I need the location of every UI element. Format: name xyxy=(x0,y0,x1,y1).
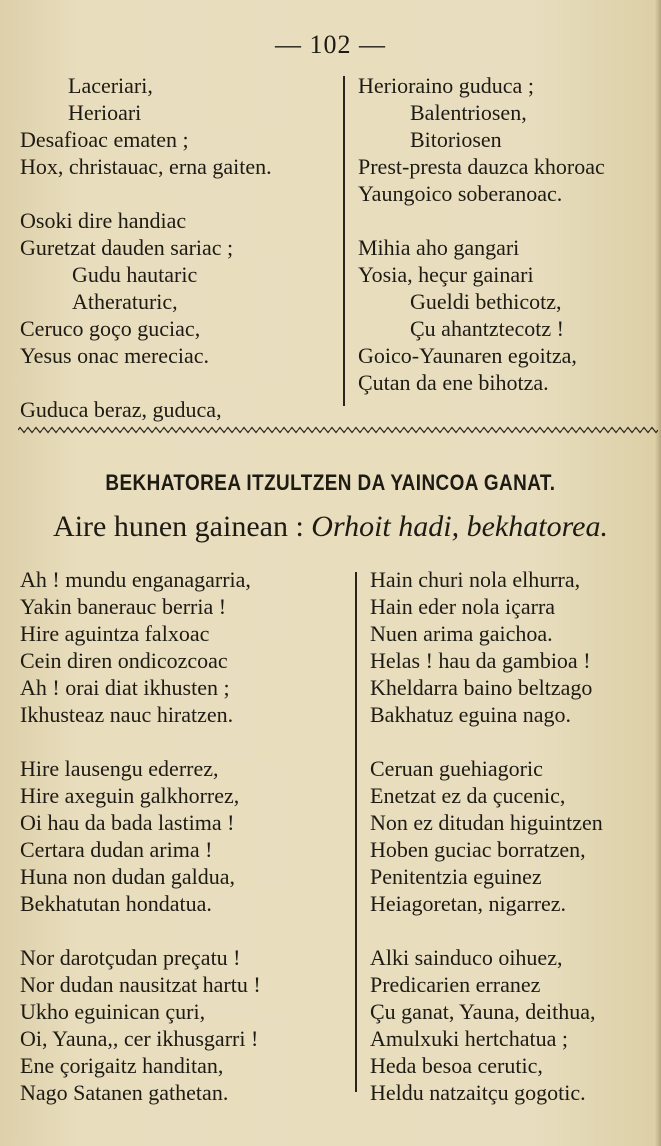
bottom-left-column xyxy=(20,566,340,1106)
verse-line: Goico-Yaunaren egoitza, xyxy=(358,343,577,368)
verse-line: Ene çorigaitz handitan, xyxy=(20,1053,224,1078)
verse-line: Enetzat ez da çucenic, xyxy=(370,783,566,808)
verse-line: Penitentzia eguinez xyxy=(370,864,542,889)
subtitle-prefix: Aire hunen gainean : xyxy=(53,510,304,543)
verse-line: Amulxuki hertchatua ; xyxy=(370,1026,568,1051)
verse-line: Bakhatuz eguina nago. xyxy=(370,702,571,727)
verse-line: Çutan da ene bihotza. xyxy=(358,370,549,395)
stanza xyxy=(370,944,660,1106)
verse-line: Yosia, heçur gainari xyxy=(358,262,534,287)
verse-line: Ah ! mundu enganagarria, xyxy=(20,567,251,592)
column-divider xyxy=(343,76,345,406)
subtitle-tune-name: Orhoit hadi, bekhatorea. xyxy=(311,510,608,543)
verse-line: Oi hau da bada lastima ! xyxy=(20,810,235,835)
verse-line: Hain churi nola elhurra, xyxy=(370,567,581,592)
verse-line: Herioari xyxy=(68,100,142,125)
stanza xyxy=(20,944,340,1106)
stanza xyxy=(370,566,660,728)
stanza xyxy=(370,755,660,917)
stanza xyxy=(358,72,658,207)
verse-line: Hox, christauac, erna gaiten. xyxy=(20,154,272,179)
stanza xyxy=(358,234,658,396)
verse-line: Hire lausengu ederrez, xyxy=(20,756,219,781)
verse-line: Bekhatutan hondatua. xyxy=(20,891,212,916)
wavy-divider xyxy=(18,426,658,434)
verse-line: Çu ahantztecotz ! xyxy=(410,316,564,341)
verse-line: Nago Satanen gathetan. xyxy=(20,1080,229,1105)
column-divider xyxy=(355,572,357,1092)
section-title: BEKHATOREA ITZULTZEN DA YAINCOA GANAT. xyxy=(105,470,556,495)
verse-line: Laceriari, xyxy=(68,73,153,98)
verse-line: Hoben guciac borratzen, xyxy=(370,837,586,862)
stanza xyxy=(20,396,330,423)
tune-subtitle xyxy=(0,510,661,544)
verse-line: Herioraino guduca ; xyxy=(358,73,534,98)
verse-line: Guduca beraz, guduca, xyxy=(20,397,222,422)
verse-line: Hire axeguin galkhorrez, xyxy=(20,783,240,808)
verse-line: Yaungoico soberanoac. xyxy=(358,181,563,206)
verse-line: Oi, Yauna,, cer ikhusgarri ! xyxy=(20,1026,259,1051)
verse-line: Heldu natzaitçu gogotic. xyxy=(370,1080,586,1105)
verse-line: Cein diren ondicozcoac xyxy=(20,648,228,673)
verse-line: Yakin banerauc berria ! xyxy=(20,594,227,619)
verse-line: Non ez ditudan higuintzen xyxy=(370,810,603,835)
verse-line: Ceruco goço guciac, xyxy=(20,316,201,341)
verse-line: Ah ! orai diat ikhusten ; xyxy=(20,675,230,700)
verse-line: Bitoriosen xyxy=(410,127,502,152)
verse-line: Hire aguintza falxoac xyxy=(20,621,210,646)
verse-line: Atheraturic, xyxy=(72,289,178,314)
verse-line: Gueldi bethicotz, xyxy=(410,289,562,314)
verse-line: Kheldarra baino beltzago xyxy=(370,675,593,700)
top-right-column xyxy=(358,72,658,396)
verse-line: Çu ganat, Yauna, deithua, xyxy=(370,999,596,1024)
top-left-column xyxy=(20,72,330,423)
verse-line: Helas ! hau da gambioa ! xyxy=(370,648,591,673)
verse-line: Alki sainduco oihuez, xyxy=(370,945,563,970)
verse-line: Nor dudan nausitzat hartu ! xyxy=(20,972,261,997)
verse-line: Balentriosen, xyxy=(410,100,527,125)
bottom-right-column xyxy=(370,566,660,1106)
verse-line: Guretzat dauden sariac ; xyxy=(20,235,234,260)
verse-line: Nuen arima gaichoa. xyxy=(370,621,553,646)
verse-line: Certara dudan arima ! xyxy=(20,837,213,862)
verse-line: Ceruan guehiagoric xyxy=(370,756,543,781)
verse-line: Desafioac ematen ; xyxy=(20,127,189,152)
verse-line: Predicarien erranez xyxy=(370,972,541,997)
verse-line: Ikhusteaz nauc hiratzen. xyxy=(20,702,234,727)
verse-line: Huna non dudan galdua, xyxy=(20,864,236,889)
verse-line: Heda besoa cerutic, xyxy=(370,1053,543,1078)
verse-line: Prest-presta dauzca khoroac xyxy=(358,154,605,179)
stanza xyxy=(20,72,330,180)
verse-line: Ukho eguinican çuri, xyxy=(20,999,206,1024)
verse-line: Osoki dire handiac xyxy=(20,208,187,233)
verse-line: Gudu hautaric xyxy=(72,262,198,287)
page-number: — 102 — xyxy=(275,30,386,59)
verse-line: Hain eder nola içarra xyxy=(370,594,556,619)
stanza xyxy=(20,755,340,917)
page-edge-shadow xyxy=(655,0,661,1146)
verse-line: Yesus onac mereciac. xyxy=(20,343,209,368)
verse-line: Mihia aho gangari xyxy=(358,235,520,260)
verse-line: Nor darotçudan preçatu ! xyxy=(20,945,241,970)
stanza xyxy=(20,207,330,369)
verse-line: Heiagoretan, nigarrez. xyxy=(370,891,567,916)
stanza xyxy=(20,566,340,728)
